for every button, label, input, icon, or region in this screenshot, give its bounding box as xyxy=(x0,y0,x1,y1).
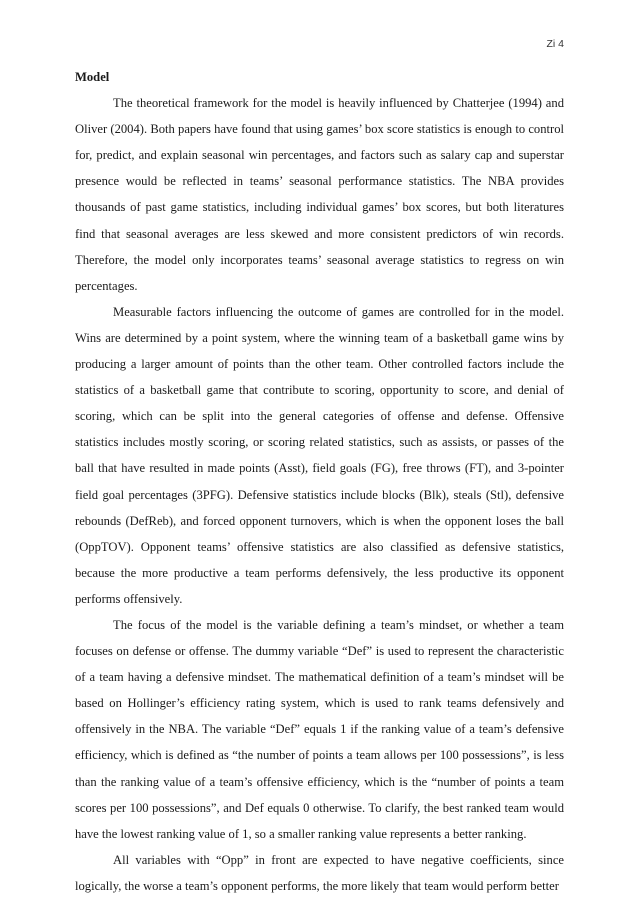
paragraph-measurable-factors: Measurable factors influencing the outcome of games are controlled for in the model. Wins are determined by a point system, where the winning team of a basketball game wins by producing a larger amount of points than the other team. Other controlled factors include the statistics of a basketball game that contribute to scoring, opportunity to score, and denial of scoring, which can be split into the general categories of offense and defense. Offensive statistics includes mostly scoring, or scoring related statistics, such as assists, or passes of the ball that have resulted in made points (Asst), field goals (FG), free throws (FT), and 3-pointer field goal percentages (3PFG). Defensive statistics include blocks (Blk), steals (Stl), defensive rebounds (DefReb), and forced opponent turnovers, which is when the opponent loses the ball (OppTOV). Opponent teams’ offensive statistics are also classified as defensive statistics, because the more productive a team performs defensively, the less productive its opponent performs offensively. xyxy=(75,304,564,606)
page-number: Zi 4 xyxy=(546,38,564,50)
section-model xyxy=(75,64,564,899)
paragraph-model-focus: The focus of the model is the variable defining a team’s mindset, or whether a team focuses on defense or offense. The dummy variable “Def” is used to represent the characteristic of a team having a defensive mindset. The mathematical definition of a team’s mindset will be based on Hollinger’s efficiency rating system, which is used to rank teams defensively and offensively in the NBA. The variable “Def” equals 1 if the ranking value of a team’s defensive efficiency, which is defined as “the number of points a team allows per 100 possessions”, is less than the ranking value of a team’s offensive efficiency, which is the “number of points a team scores per 100 possessions”, and Def equals 0 otherwise. To clarify, the best ranked team would have the lowest ranking value of 1, so a smaller ranking value represents a better ranking. xyxy=(75,617,564,841)
paragraph-opp-variables: All variables with “Opp” in front are expected to have negative coefficients, since logically, the worse a team’s opponent performs, the more likely that team would perform better xyxy=(75,852,564,893)
paragraph-theoretical-framework: The theoretical framework for the model is heavily influenced by Chatterjee (1994) and Oliver (2004). Both papers have found that using games’ box score statistics is enough to control for, predict, and explain seasonal win percentages, and factors such as salary cap and superstar presence would be reflected in teams’ seasonal performance statistics. The NBA provides thousands of past game statistics, including individual games’ box scores, but both literatures find that seasonal averages are less skewed and more consistent predictors of win records. Therefore, the model only incorporates teams’ seasonal average statistics to regress on win percentages. xyxy=(75,96,564,293)
section-heading: Model xyxy=(75,70,110,84)
